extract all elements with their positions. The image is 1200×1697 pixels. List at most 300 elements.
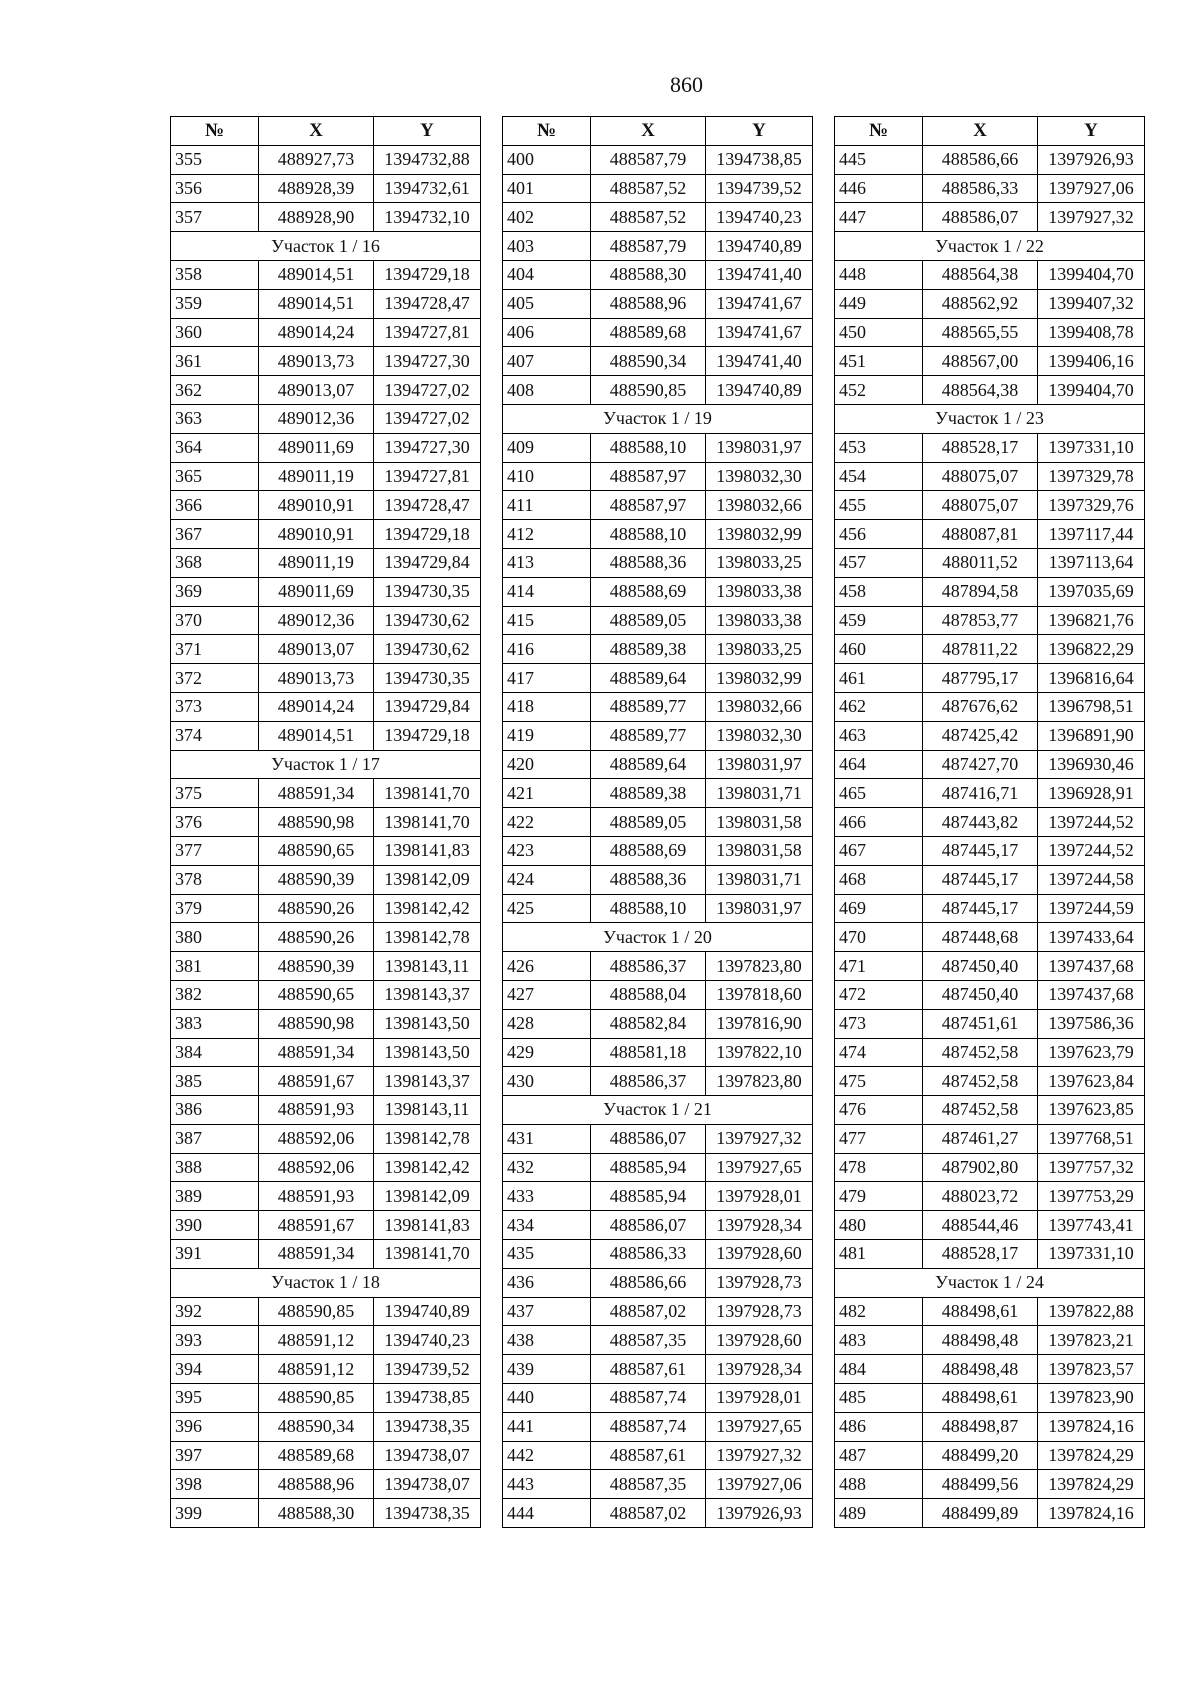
x-coordinate-cell: 487445,17 — [923, 865, 1038, 894]
x-coordinate-cell: 488589,77 — [591, 692, 706, 721]
x-coordinate-cell: 488591,67 — [259, 1067, 374, 1096]
y-coordinate-cell: 1396928,91 — [1038, 779, 1145, 808]
y-coordinate-cell: 1399408,78 — [1038, 318, 1145, 347]
point-number-cell: 361 — [171, 347, 259, 376]
x-coordinate-cell: 489010,91 — [259, 491, 374, 520]
x-coordinate-cell: 488587,35 — [591, 1326, 706, 1355]
table-row — [503, 779, 813, 808]
x-coordinate-cell: 488498,48 — [923, 1355, 1038, 1384]
point-number-cell: 476 — [835, 1096, 923, 1125]
table-row — [503, 750, 813, 779]
point-number-cell: 398 — [171, 1470, 259, 1499]
table-row — [503, 635, 813, 664]
y-coordinate-cell: 1394741,67 — [706, 318, 813, 347]
table-row — [835, 145, 1145, 174]
x-coordinate-cell: 488588,10 — [591, 520, 706, 549]
table-row — [171, 1441, 481, 1470]
table-row — [503, 347, 813, 376]
table-row — [171, 952, 481, 981]
table-row — [503, 174, 813, 203]
table-row — [835, 692, 1145, 721]
x-coordinate-cell: 487452,58 — [923, 1038, 1038, 1067]
y-coordinate-cell: 1394727,81 — [374, 318, 481, 347]
table-row — [503, 1211, 813, 1240]
y-coordinate-cell: 1397824,29 — [1038, 1441, 1145, 1470]
y-coordinate-cell: 1397927,06 — [706, 1470, 813, 1499]
section-title: Участок 1 / 20 — [503, 923, 813, 952]
x-coordinate-cell: 488590,65 — [259, 836, 374, 865]
point-number-cell: 457 — [835, 548, 923, 577]
x-coordinate-cell: 488586,37 — [591, 952, 706, 981]
table-row — [503, 462, 813, 491]
y-coordinate-cell: 1397927,32 — [706, 1124, 813, 1153]
section-heading-row — [503, 923, 813, 952]
point-number-cell: 449 — [835, 289, 923, 318]
point-number-cell: 357 — [171, 203, 259, 232]
column-header-y: Y — [1038, 117, 1145, 146]
table-row — [835, 1067, 1145, 1096]
table-header-row — [503, 117, 813, 146]
table-row — [171, 1499, 481, 1528]
y-coordinate-cell: 1399406,16 — [1038, 347, 1145, 376]
table-row — [835, 462, 1145, 491]
table-row — [171, 1412, 481, 1441]
section-title: Участок 1 / 23 — [835, 404, 1145, 433]
y-coordinate-cell: 1397623,79 — [1038, 1038, 1145, 1067]
point-number-cell: 368 — [171, 548, 259, 577]
point-number-cell: 464 — [835, 750, 923, 779]
table-row — [171, 145, 481, 174]
point-number-cell: 486 — [835, 1412, 923, 1441]
point-number-cell: 392 — [171, 1297, 259, 1326]
x-coordinate-cell: 488498,61 — [923, 1384, 1038, 1413]
y-coordinate-cell: 1396816,64 — [1038, 664, 1145, 693]
table-row — [835, 1153, 1145, 1182]
table-row — [835, 1240, 1145, 1269]
x-coordinate-cell: 487853,77 — [923, 606, 1038, 635]
point-number-cell: 435 — [503, 1240, 591, 1269]
x-coordinate-cell: 488589,68 — [259, 1441, 374, 1470]
table-row — [503, 260, 813, 289]
table-row — [503, 232, 813, 261]
x-coordinate-cell: 487425,42 — [923, 721, 1038, 750]
point-number-cell: 413 — [503, 548, 591, 577]
x-coordinate-cell: 488586,33 — [923, 174, 1038, 203]
table-row — [171, 1297, 481, 1326]
x-coordinate-cell: 489014,24 — [259, 318, 374, 347]
x-coordinate-cell: 487450,40 — [923, 980, 1038, 1009]
y-coordinate-cell: 1397927,65 — [706, 1153, 813, 1182]
x-coordinate-cell: 489012,36 — [259, 404, 374, 433]
table-row — [171, 721, 481, 750]
table-row — [503, 520, 813, 549]
y-coordinate-cell: 1397244,59 — [1038, 894, 1145, 923]
table-row — [171, 1153, 481, 1182]
table-row — [503, 1067, 813, 1096]
table-row — [503, 289, 813, 318]
table-row — [835, 376, 1145, 405]
point-number-cell: 420 — [503, 750, 591, 779]
x-coordinate-cell: 487427,70 — [923, 750, 1038, 779]
x-coordinate-cell: 487450,40 — [923, 952, 1038, 981]
point-number-cell: 475 — [835, 1067, 923, 1096]
point-number-cell: 474 — [835, 1038, 923, 1067]
point-number-cell: 436 — [503, 1268, 591, 1297]
table-row — [171, 318, 481, 347]
y-coordinate-cell: 1397824,16 — [1038, 1499, 1145, 1528]
point-number-cell: 408 — [503, 376, 591, 405]
y-coordinate-cell: 1394729,84 — [374, 692, 481, 721]
table-row — [171, 980, 481, 1009]
point-number-cell: 427 — [503, 980, 591, 1009]
point-number-cell: 419 — [503, 721, 591, 750]
table-row — [171, 260, 481, 289]
table-row — [171, 1326, 481, 1355]
x-coordinate-cell: 488589,64 — [591, 664, 706, 693]
table-row — [171, 779, 481, 808]
table-row — [503, 1124, 813, 1153]
table-row — [171, 923, 481, 952]
table-row — [171, 1182, 481, 1211]
point-number-cell: 383 — [171, 1009, 259, 1038]
x-coordinate-cell: 488590,98 — [259, 1009, 374, 1038]
y-coordinate-cell: 1394740,89 — [706, 232, 813, 261]
y-coordinate-cell: 1396891,90 — [1038, 721, 1145, 750]
point-number-cell: 450 — [835, 318, 923, 347]
x-coordinate-cell: 488588,96 — [259, 1470, 374, 1499]
point-number-cell: 412 — [503, 520, 591, 549]
y-coordinate-cell: 1398141,83 — [374, 1211, 481, 1240]
y-coordinate-cell: 1394740,23 — [374, 1326, 481, 1355]
y-coordinate-cell: 1394732,10 — [374, 203, 481, 232]
point-number-cell: 366 — [171, 491, 259, 520]
point-number-cell: 469 — [835, 894, 923, 923]
point-number-cell: 386 — [171, 1096, 259, 1125]
y-coordinate-cell: 1398032,66 — [706, 692, 813, 721]
x-coordinate-cell: 488587,02 — [591, 1499, 706, 1528]
point-number-cell: 403 — [503, 232, 591, 261]
y-coordinate-cell: 1394728,47 — [374, 289, 481, 318]
page-number: 860 — [670, 72, 703, 97]
x-coordinate-cell: 488528,17 — [923, 433, 1038, 462]
y-coordinate-cell: 1397329,78 — [1038, 462, 1145, 491]
table-row — [835, 1009, 1145, 1038]
table-row — [835, 203, 1145, 232]
y-coordinate-cell: 1398142,42 — [374, 1153, 481, 1182]
point-number-cell: 437 — [503, 1297, 591, 1326]
point-number-cell: 480 — [835, 1211, 923, 1240]
x-coordinate-cell: 488591,34 — [259, 779, 374, 808]
point-number-cell: 410 — [503, 462, 591, 491]
y-coordinate-cell: 1397927,32 — [706, 1441, 813, 1470]
point-number-cell: 459 — [835, 606, 923, 635]
x-coordinate-cell: 488587,35 — [591, 1470, 706, 1499]
y-coordinate-cell: 1396930,46 — [1038, 750, 1145, 779]
table-row — [171, 1470, 481, 1499]
x-coordinate-cell: 488075,07 — [923, 491, 1038, 520]
section-heading-row — [171, 1268, 481, 1297]
x-coordinate-cell: 488591,93 — [259, 1182, 374, 1211]
x-coordinate-cell: 488585,94 — [591, 1182, 706, 1211]
point-number-cell: 390 — [171, 1211, 259, 1240]
y-coordinate-cell: 1397927,65 — [706, 1412, 813, 1441]
point-number-cell: 421 — [503, 779, 591, 808]
x-coordinate-cell: 488587,74 — [591, 1384, 706, 1413]
point-number-cell: 467 — [835, 836, 923, 865]
section-heading-row — [835, 404, 1145, 433]
point-number-cell: 369 — [171, 577, 259, 606]
table-row — [171, 692, 481, 721]
table-row — [835, 1499, 1145, 1528]
point-number-cell: 455 — [835, 491, 923, 520]
y-coordinate-cell: 1397244,52 — [1038, 836, 1145, 865]
y-coordinate-cell: 1397824,16 — [1038, 1412, 1145, 1441]
point-number-cell: 451 — [835, 347, 923, 376]
y-coordinate-cell: 1397743,41 — [1038, 1211, 1145, 1240]
x-coordinate-cell: 488589,05 — [591, 808, 706, 837]
x-coordinate-cell: 488590,85 — [259, 1384, 374, 1413]
section-heading-row — [171, 750, 481, 779]
table-row — [171, 433, 481, 462]
point-number-cell: 358 — [171, 260, 259, 289]
y-coordinate-cell: 1398032,99 — [706, 520, 813, 549]
x-coordinate-cell: 488590,26 — [259, 923, 374, 952]
point-number-cell: 373 — [171, 692, 259, 721]
point-number-cell: 400 — [503, 145, 591, 174]
point-number-cell: 416 — [503, 635, 591, 664]
point-number-cell: 382 — [171, 980, 259, 1009]
y-coordinate-cell: 1397928,01 — [706, 1384, 813, 1413]
y-coordinate-cell: 1394730,35 — [374, 664, 481, 693]
table-row — [503, 548, 813, 577]
x-coordinate-cell: 488528,17 — [923, 1240, 1038, 1269]
table-row — [171, 606, 481, 635]
y-coordinate-cell: 1397586,36 — [1038, 1009, 1145, 1038]
point-number-cell: 407 — [503, 347, 591, 376]
table-row — [835, 1297, 1145, 1326]
point-number-cell: 477 — [835, 1124, 923, 1153]
point-number-cell: 463 — [835, 721, 923, 750]
x-coordinate-cell: 488588,69 — [591, 577, 706, 606]
x-coordinate-cell: 488498,48 — [923, 1326, 1038, 1355]
table-row — [503, 318, 813, 347]
point-number-cell: 404 — [503, 260, 591, 289]
table-row — [503, 1355, 813, 1384]
table-row — [171, 548, 481, 577]
y-coordinate-cell: 1398143,11 — [374, 1096, 481, 1125]
y-coordinate-cell: 1394729,18 — [374, 260, 481, 289]
table-row — [171, 635, 481, 664]
table-row — [835, 1355, 1145, 1384]
point-number-cell: 417 — [503, 664, 591, 693]
y-coordinate-cell: 1397823,57 — [1038, 1355, 1145, 1384]
x-coordinate-cell: 489014,51 — [259, 260, 374, 289]
x-coordinate-cell: 487902,80 — [923, 1153, 1038, 1182]
y-coordinate-cell: 1398143,37 — [374, 1067, 481, 1096]
point-number-cell: 448 — [835, 260, 923, 289]
y-coordinate-cell: 1394730,35 — [374, 577, 481, 606]
x-coordinate-cell: 488590,98 — [259, 808, 374, 837]
x-coordinate-cell: 488087,81 — [923, 520, 1038, 549]
y-coordinate-cell: 1397329,76 — [1038, 491, 1145, 520]
coordinates-table-2 — [502, 116, 813, 1528]
x-coordinate-cell: 487452,58 — [923, 1067, 1038, 1096]
y-coordinate-cell: 1398143,11 — [374, 952, 481, 981]
point-number-cell: 374 — [171, 721, 259, 750]
x-coordinate-cell: 488587,52 — [591, 203, 706, 232]
section-title: Участок 1 / 22 — [835, 232, 1145, 261]
point-number-cell: 370 — [171, 606, 259, 635]
y-coordinate-cell: 1397823,90 — [1038, 1384, 1145, 1413]
table-row — [171, 836, 481, 865]
point-number-cell: 473 — [835, 1009, 923, 1038]
y-coordinate-cell: 1398031,58 — [706, 808, 813, 837]
x-coordinate-cell: 488591,34 — [259, 1038, 374, 1067]
table-row — [835, 289, 1145, 318]
point-number-cell: 432 — [503, 1153, 591, 1182]
point-number-cell: 367 — [171, 520, 259, 549]
table-row — [835, 520, 1145, 549]
x-coordinate-cell: 488588,36 — [591, 548, 706, 577]
point-number-cell: 444 — [503, 1499, 591, 1528]
column-header-number: № — [503, 117, 591, 146]
x-coordinate-cell: 489011,19 — [259, 548, 374, 577]
table-row — [171, 1096, 481, 1125]
point-number-cell: 482 — [835, 1297, 923, 1326]
x-coordinate-cell: 488590,85 — [591, 376, 706, 405]
y-coordinate-cell: 1394741,67 — [706, 289, 813, 318]
y-coordinate-cell: 1394740,89 — [374, 1297, 481, 1326]
table-row — [171, 376, 481, 405]
table-row — [835, 1412, 1145, 1441]
y-coordinate-cell: 1398031,58 — [706, 836, 813, 865]
y-coordinate-cell: 1394739,52 — [706, 174, 813, 203]
y-coordinate-cell: 1397035,69 — [1038, 577, 1145, 606]
y-coordinate-cell: 1397113,64 — [1038, 548, 1145, 577]
point-number-cell: 481 — [835, 1240, 923, 1269]
y-coordinate-cell: 1397768,51 — [1038, 1124, 1145, 1153]
point-number-cell: 384 — [171, 1038, 259, 1067]
section-heading-row — [835, 1268, 1145, 1297]
table-row — [171, 174, 481, 203]
y-coordinate-cell: 1394732,61 — [374, 174, 481, 203]
point-number-cell: 446 — [835, 174, 923, 203]
table-row — [503, 865, 813, 894]
table-row — [503, 1153, 813, 1182]
x-coordinate-cell: 488591,93 — [259, 1096, 374, 1125]
y-coordinate-cell: 1397926,93 — [1038, 145, 1145, 174]
section-heading-row — [503, 404, 813, 433]
x-coordinate-cell: 488589,38 — [591, 635, 706, 664]
point-number-cell: 429 — [503, 1038, 591, 1067]
x-coordinate-cell: 488591,67 — [259, 1211, 374, 1240]
y-coordinate-cell: 1398142,09 — [374, 865, 481, 894]
column-header-y: Y — [374, 117, 481, 146]
point-number-cell: 409 — [503, 433, 591, 462]
x-coordinate-cell: 488589,05 — [591, 606, 706, 635]
table-row — [171, 203, 481, 232]
table-row — [835, 1211, 1145, 1240]
x-coordinate-cell: 489011,69 — [259, 577, 374, 606]
x-coordinate-cell: 489014,24 — [259, 692, 374, 721]
point-number-cell: 393 — [171, 1326, 259, 1355]
x-coordinate-cell: 488590,34 — [259, 1412, 374, 1441]
table-row — [503, 1297, 813, 1326]
point-number-cell: 460 — [835, 635, 923, 664]
x-coordinate-cell: 487448,68 — [923, 923, 1038, 952]
table-row — [171, 462, 481, 491]
table-row — [171, 1067, 481, 1096]
point-number-cell: 381 — [171, 952, 259, 981]
table-row — [503, 1009, 813, 1038]
y-coordinate-cell: 1394727,02 — [374, 376, 481, 405]
point-number-cell: 458 — [835, 577, 923, 606]
point-number-cell: 462 — [835, 692, 923, 721]
y-coordinate-cell: 1398031,71 — [706, 779, 813, 808]
x-coordinate-cell: 489011,69 — [259, 433, 374, 462]
table-row — [171, 1384, 481, 1413]
y-coordinate-cell: 1397433,64 — [1038, 923, 1145, 952]
point-number-cell: 401 — [503, 174, 591, 203]
table-row — [503, 721, 813, 750]
x-coordinate-cell: 487452,58 — [923, 1096, 1038, 1125]
x-coordinate-cell: 488586,07 — [923, 203, 1038, 232]
y-coordinate-cell: 1397823,80 — [706, 1067, 813, 1096]
y-coordinate-cell: 1397816,90 — [706, 1009, 813, 1038]
x-coordinate-cell: 488565,55 — [923, 318, 1038, 347]
y-coordinate-cell: 1394727,30 — [374, 347, 481, 376]
section-heading-row — [171, 232, 481, 261]
point-number-cell: 465 — [835, 779, 923, 808]
x-coordinate-cell: 488588,10 — [591, 433, 706, 462]
x-coordinate-cell: 488589,77 — [591, 721, 706, 750]
point-number-cell: 468 — [835, 865, 923, 894]
y-coordinate-cell: 1397927,06 — [1038, 174, 1145, 203]
table-row — [503, 1268, 813, 1297]
y-coordinate-cell: 1397244,58 — [1038, 865, 1145, 894]
y-coordinate-cell: 1398033,38 — [706, 606, 813, 635]
point-number-cell: 378 — [171, 865, 259, 894]
column-header-y: Y — [706, 117, 813, 146]
y-coordinate-cell: 1398032,66 — [706, 491, 813, 520]
table-row — [835, 1441, 1145, 1470]
table-row — [171, 664, 481, 693]
x-coordinate-cell: 488590,39 — [259, 865, 374, 894]
point-number-cell: 411 — [503, 491, 591, 520]
point-number-cell: 380 — [171, 923, 259, 952]
x-coordinate-cell: 488499,20 — [923, 1441, 1038, 1470]
y-coordinate-cell: 1394729,84 — [374, 548, 481, 577]
y-coordinate-cell: 1394738,07 — [374, 1441, 481, 1470]
y-coordinate-cell: 1397928,60 — [706, 1240, 813, 1269]
x-coordinate-cell: 487461,27 — [923, 1124, 1038, 1153]
y-coordinate-cell: 1394740,89 — [706, 376, 813, 405]
table-row — [835, 260, 1145, 289]
x-coordinate-cell: 488498,61 — [923, 1297, 1038, 1326]
point-number-cell: 394 — [171, 1355, 259, 1384]
table-row — [835, 318, 1145, 347]
y-coordinate-cell: 1394738,35 — [374, 1412, 481, 1441]
x-coordinate-cell: 488590,39 — [259, 952, 374, 981]
y-coordinate-cell: 1397928,73 — [706, 1297, 813, 1326]
y-coordinate-cell: 1398032,30 — [706, 462, 813, 491]
table-row — [503, 836, 813, 865]
x-coordinate-cell: 489013,07 — [259, 635, 374, 664]
table-row — [835, 548, 1145, 577]
point-number-cell: 471 — [835, 952, 923, 981]
y-coordinate-cell: 1394727,81 — [374, 462, 481, 491]
point-number-cell: 430 — [503, 1067, 591, 1096]
